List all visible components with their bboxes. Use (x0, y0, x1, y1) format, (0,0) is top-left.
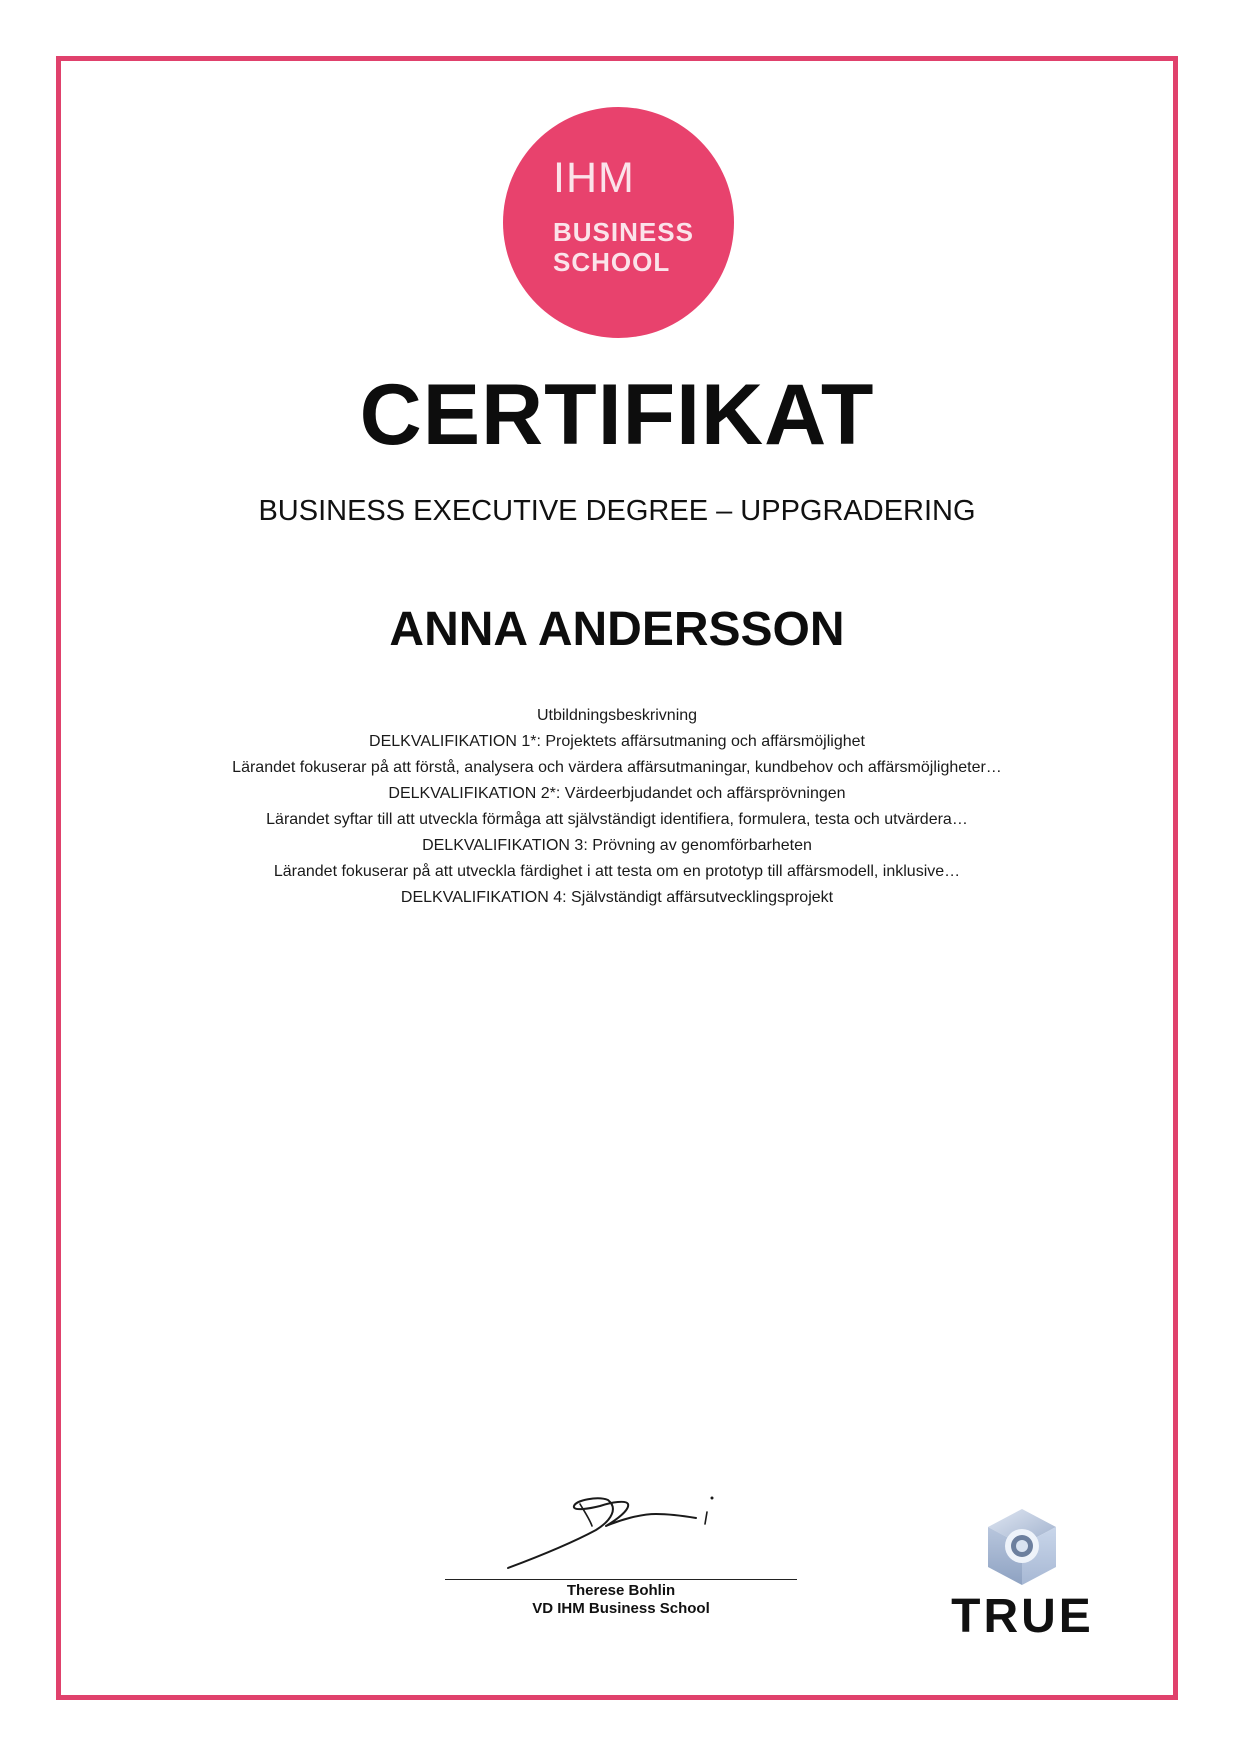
description-line: DELKVALIFIKATION 2*: Värdeerbjudandet och affärsprövningen (388, 785, 846, 802)
description-line: DELKVALIFIKATION 3: Prövning av genomförbarheten (422, 837, 812, 854)
description-line: Lärandet fokuserar på att utveckla färdighet i att testa om en prototyp till affärsmodell, inklusive… (273, 863, 961, 880)
cube-icon (980, 1505, 1064, 1589)
program-name: BUSINESS EXECUTIVE DEGREE – UPPGRADERING (258, 495, 976, 527)
handwritten-signature (500, 1490, 740, 1580)
signature-line (445, 1579, 797, 1580)
course-description (56, 703, 1178, 911)
ihm-business-school-logo (503, 107, 734, 338)
description-line: Lärandet fokuserar på att förstå, analysera och värdera affärsutmaningar, kundbehov och affärsmöjligheter… (232, 759, 1002, 776)
logo-text-school: SCHOOL (553, 247, 671, 277)
logo-text-business: BUSINESS (553, 217, 694, 247)
description-heading: Utbildningsbeskrivning (536, 707, 698, 724)
description-line: Lärandet syftar till att utveckla förmåga att självständigt identifiera, formulera, testa och utvärdera… (266, 811, 968, 828)
signer-name: Therese Bohlin (566, 1582, 676, 1599)
description-line: DELKVALIFIKATION 4: Självständigt affärsutvecklingsprojekt (400, 889, 834, 906)
description-line: DELKVALIFIKATION 1*: Projektets affärsutmaning och affärsmöjlighet (369, 733, 865, 750)
true-logo-text: TRUE (951, 1590, 1094, 1643)
logo-text-ihm: IHM (553, 154, 635, 202)
signer-title: VD IHM Business School (532, 1600, 710, 1617)
recipient-name: ANNA ANDERSSON (389, 603, 845, 656)
certificate-title: CERTIFIKAT (359, 367, 875, 463)
